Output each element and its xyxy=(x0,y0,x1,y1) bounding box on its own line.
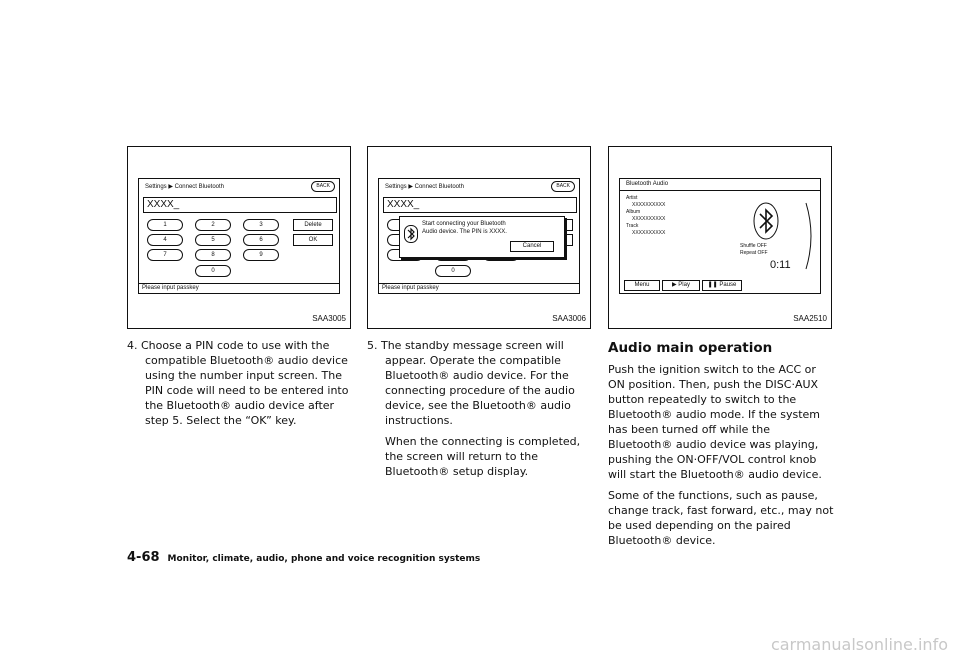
delete-button[interactable]: Delete xyxy=(293,219,333,231)
track-info xyxy=(626,195,665,237)
album-label: Album xyxy=(626,209,641,215)
breadcrumb: Settings ▶ Connect Bluetooth xyxy=(385,184,464,190)
watermark: carmanualsonline.info xyxy=(770,635,948,654)
screen-title: Bluetooth Audio xyxy=(620,179,820,191)
menu-button[interactable]: Menu xyxy=(624,280,660,291)
artist-value: XXXXXXXXXX xyxy=(632,202,666,208)
section-title: Monitor, climate, audio, phone and voice recognition systems xyxy=(167,554,481,564)
figure-code: SAA2510 xyxy=(793,314,827,323)
key-5[interactable]: 5 xyxy=(195,234,231,246)
column-1 xyxy=(127,338,351,434)
bluetooth-icon xyxy=(752,201,780,241)
figure-passkey-entry xyxy=(127,146,351,329)
column-3 xyxy=(608,362,834,554)
cancel-button[interactable]: Cancel xyxy=(510,241,554,252)
figure-bluetooth-audio xyxy=(608,146,832,329)
dialog-line-1: Start connecting your Bluetooth xyxy=(422,221,506,227)
connecting-dialog xyxy=(399,216,565,258)
status-bar: Please input passkey xyxy=(379,283,579,293)
pause-icon: ❚❚ xyxy=(707,282,720,288)
playback-modes xyxy=(740,243,768,257)
passkey-screen xyxy=(138,178,340,294)
passkey-field[interactable]: XXXX_ xyxy=(143,197,337,213)
elapsed-time: 0:11 xyxy=(770,259,791,271)
bluetooth-icon xyxy=(404,225,418,243)
step-5-followup: When the connecting is completed, the screen will return to the Bluetooth® setup display. xyxy=(385,435,581,478)
play-icon: ▶ xyxy=(672,282,679,288)
step-4-text: 4. Choose a PIN code to use with the compatible Bluetooth® audio device using the number input screen. The PIN code will need to be entered into the Bluetooth® audio device after step 5. Select the “OK” key. xyxy=(127,339,349,427)
step-5-text: 5. The standby message screen will appear. Operate the compatible Bluetooth® audio device. For the connecting procedure of the audio device, see the Bluetooth® audio instructions. xyxy=(367,339,575,427)
key-1[interactable]: 1 xyxy=(147,219,183,231)
track-label: Track xyxy=(626,223,639,229)
connecting-screen xyxy=(378,178,580,294)
section-heading: Audio main operation xyxy=(608,340,773,356)
passkey-field[interactable]: XXXX_ xyxy=(383,197,577,213)
play-label: Play xyxy=(678,282,690,288)
pause-button[interactable] xyxy=(702,280,742,291)
key-3[interactable]: 3 xyxy=(243,219,279,231)
page-footer xyxy=(127,550,480,565)
back-button[interactable]: BACK xyxy=(551,181,575,192)
audio-screen xyxy=(619,178,821,294)
play-button[interactable] xyxy=(662,280,700,291)
repeat-status: Repeat OFF xyxy=(740,250,768,256)
ok-button[interactable]: OK xyxy=(293,234,333,246)
pause-label: Pause xyxy=(719,282,737,288)
key-6[interactable]: 6 xyxy=(243,234,279,246)
dialog-line-2: Audio device. The PIN is XXXX. xyxy=(422,229,507,235)
breadcrumb: Settings ▶ Connect Bluetooth xyxy=(145,184,224,190)
audio-paragraph-1: Push the ignition switch to the ACC or ON position. Then, push the DISC·AUX button repeatedly to switch to the Bluetooth® audio mode. If the system has been turned off while the Bluetooth® audio device was playing, pushing the ON·OFF/VOL control knob will start the Bluetooth® audio device. xyxy=(608,363,822,481)
track-value: XXXXXXXXXX xyxy=(632,230,666,236)
key-4[interactable]: 4 xyxy=(147,234,183,246)
artist-label: Artist xyxy=(626,195,638,201)
album-value: XXXXXXXXXX xyxy=(632,216,666,222)
key-7[interactable]: 7 xyxy=(147,249,183,261)
figure-code: SAA3005 xyxy=(312,314,346,323)
key-8[interactable]: 8 xyxy=(195,249,231,261)
shuffle-status: Shuffle OFF xyxy=(740,243,767,249)
key-9[interactable]: 9 xyxy=(243,249,279,261)
key-2[interactable]: 2 xyxy=(195,219,231,231)
arc-decoration xyxy=(804,201,818,271)
key-0[interactable]: 0 xyxy=(435,265,471,277)
back-button[interactable]: BACK xyxy=(311,181,335,192)
column-2 xyxy=(367,338,591,485)
figure-code: SAA3006 xyxy=(552,314,586,323)
key-0[interactable]: 0 xyxy=(195,265,231,277)
audio-paragraph-2: Some of the functions, such as pause, change track, fast forward, etc., may not be used depending on the paired Bluetooth® device. xyxy=(608,489,834,547)
figure-connecting-message xyxy=(367,146,591,329)
status-bar: Please input passkey xyxy=(139,283,339,293)
page-number: 4-68 xyxy=(127,550,160,565)
